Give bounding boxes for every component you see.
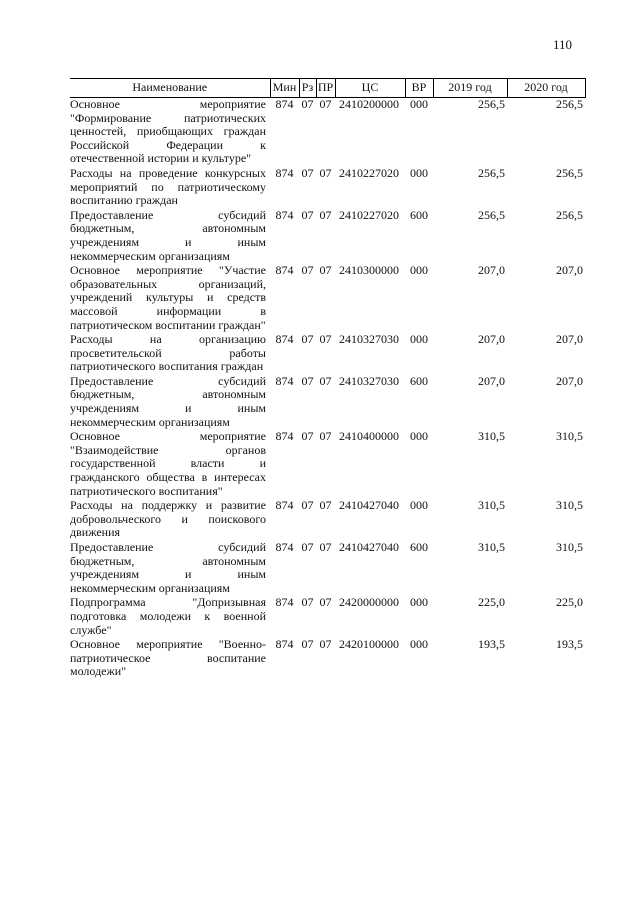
row-2020: 310,5 [556, 429, 583, 444]
row-pr: 07 [319, 429, 332, 444]
table-body [70, 98, 585, 680]
row-name: Расходы на проведение конкурсных мероприятий по патриотическому воспитанию граждан [70, 165, 266, 208]
row-2020: 310,5 [556, 540, 583, 554]
row-min: 874 [275, 263, 294, 278]
col-header-2020: 2020 год [507, 79, 585, 98]
row-pr: 07 [319, 540, 332, 554]
row-rz: 07 [301, 373, 314, 388]
row-vr: 000 [410, 263, 428, 278]
col-header-min: Мин [270, 79, 299, 98]
row-2019: 256,5 [478, 207, 505, 222]
row-cs: 2410227020 [339, 165, 399, 180]
col-header-rz: Рз [299, 79, 316, 98]
row-2019: 256,5 [478, 97, 505, 111]
row-min: 874 [275, 332, 294, 347]
row-pr: 07 [319, 165, 332, 180]
row-2019: 310,5 [478, 540, 505, 554]
row-vr: 600 [410, 540, 428, 554]
row-cs: 2410200000 [339, 97, 399, 111]
row-2019: 207,0 [478, 263, 505, 278]
table-row [70, 98, 585, 167]
row-rz: 07 [301, 207, 314, 222]
row-min: 874 [275, 498, 294, 513]
row-min: 874 [275, 429, 294, 444]
row-2019: 207,0 [478, 332, 505, 347]
table-row [70, 596, 585, 638]
row-name: Предоставление субсидий бюджетным, автономным учреждениям и иным некоммерческим организациям [70, 373, 266, 429]
row-cs: 2410327030 [339, 373, 399, 388]
row-min: 874 [275, 595, 294, 610]
row-rz: 07 [301, 540, 314, 554]
table-row [70, 264, 585, 333]
col-header-2019: 2019 год [433, 79, 507, 98]
row-vr: 000 [410, 97, 428, 111]
row-min: 874 [275, 97, 294, 111]
row-cs: 2420000000 [339, 595, 399, 610]
row-vr: 000 [410, 498, 428, 513]
row-2020: 207,0 [556, 263, 583, 278]
row-2020: 193,5 [556, 637, 583, 652]
row-vr: 000 [410, 429, 428, 444]
table-row [70, 375, 585, 430]
row-2020: 256,5 [556, 97, 583, 111]
row-name: Предоставление субсидий бюджетным, автономным учреждениям и иным некоммерческим организациям [70, 540, 266, 595]
col-header-vr: ВР [405, 79, 433, 98]
row-pr: 07 [319, 498, 332, 513]
row-2020: 225,0 [556, 595, 583, 610]
row-cs: 2410227020 [339, 207, 399, 222]
row-name: Расходы на организацию просветительской работы патриотического воспитания граждан [70, 332, 266, 374]
row-cs: 2410400000 [339, 429, 399, 444]
row-rz: 07 [301, 97, 314, 111]
row-pr: 07 [319, 207, 332, 222]
row-2019: 225,0 [478, 595, 505, 610]
row-min: 874 [275, 637, 294, 652]
row-vr: 000 [410, 165, 428, 180]
budget-table [70, 78, 586, 680]
table-row [70, 430, 585, 499]
row-min: 874 [275, 540, 294, 554]
row-rz: 07 [301, 165, 314, 180]
row-vr: 000 [410, 595, 428, 610]
row-pr: 07 [319, 332, 332, 347]
row-name: Основное мероприятие "Участие образовательных организаций, учреждений культуры и средств массовой информации в патриотическом воспитании граждан" [70, 263, 266, 332]
row-rz: 07 [301, 595, 314, 610]
row-2020: 310,5 [556, 498, 583, 513]
col-header-pr: ПР [316, 79, 335, 98]
row-cs: 2410327030 [339, 332, 399, 347]
row-2019: 207,0 [478, 373, 505, 388]
row-rz: 07 [301, 332, 314, 347]
row-pr: 07 [319, 373, 332, 388]
row-pr: 07 [319, 97, 332, 111]
row-min: 874 [275, 207, 294, 222]
row-2019: 310,5 [478, 429, 505, 444]
table-row [70, 333, 585, 375]
row-name: Основное мероприятие "Взаимодействие органов государственной власти и гражданского общества в интересах патриотического воспитания" [70, 429, 266, 498]
row-rz: 07 [301, 637, 314, 652]
row-pr: 07 [319, 595, 332, 610]
col-header-cs: ЦС [335, 79, 405, 98]
row-min: 874 [275, 373, 294, 388]
page-number: 110 [553, 37, 573, 52]
row-name: Основное мероприятие "Формирование патриотических ценностей, приобщающих граждан Российской Федерации к отечественной истории и культуре" [70, 97, 266, 166]
row-vr: 600 [410, 373, 428, 388]
row-2020: 207,0 [556, 332, 583, 347]
row-vr: 000 [410, 637, 428, 652]
row-2020: 256,5 [556, 207, 583, 222]
row-rz: 07 [301, 429, 314, 444]
table-row [70, 209, 585, 264]
table-header [70, 79, 585, 98]
row-min: 874 [275, 165, 294, 180]
row-2019: 256,5 [478, 165, 505, 180]
row-2019: 193,5 [478, 637, 505, 652]
col-header-name: Наименование [70, 79, 270, 98]
table-row [70, 638, 585, 680]
row-cs: 2410427040 [339, 540, 399, 554]
row-2020: 207,0 [556, 373, 583, 388]
row-rz: 07 [301, 263, 314, 278]
row-vr: 600 [410, 207, 428, 222]
row-name: Расходы на поддержку и развитие добровольческого и поискового движения [70, 498, 266, 540]
table-row [70, 167, 585, 209]
row-cs: 2410427040 [339, 498, 399, 513]
row-cs: 2410300000 [339, 263, 399, 278]
row-cs: 2420100000 [339, 637, 399, 652]
row-name: Предоставление субсидий бюджетным, автономным учреждениям и иным некоммерческим организациям [70, 207, 266, 263]
table-row [70, 541, 585, 596]
row-name: Основное мероприятие "Военно-патриотическое воспитание молодежи" [70, 637, 266, 679]
row-pr: 07 [319, 637, 332, 652]
row-rz: 07 [301, 498, 314, 513]
row-pr: 07 [319, 263, 332, 278]
row-name: Подпрограмма "Допризывная подготовка молодежи к военной службе" [70, 595, 266, 637]
row-2020: 256,5 [556, 165, 583, 180]
table-row [70, 499, 585, 541]
row-2019: 310,5 [478, 498, 505, 513]
row-vr: 000 [410, 332, 428, 347]
